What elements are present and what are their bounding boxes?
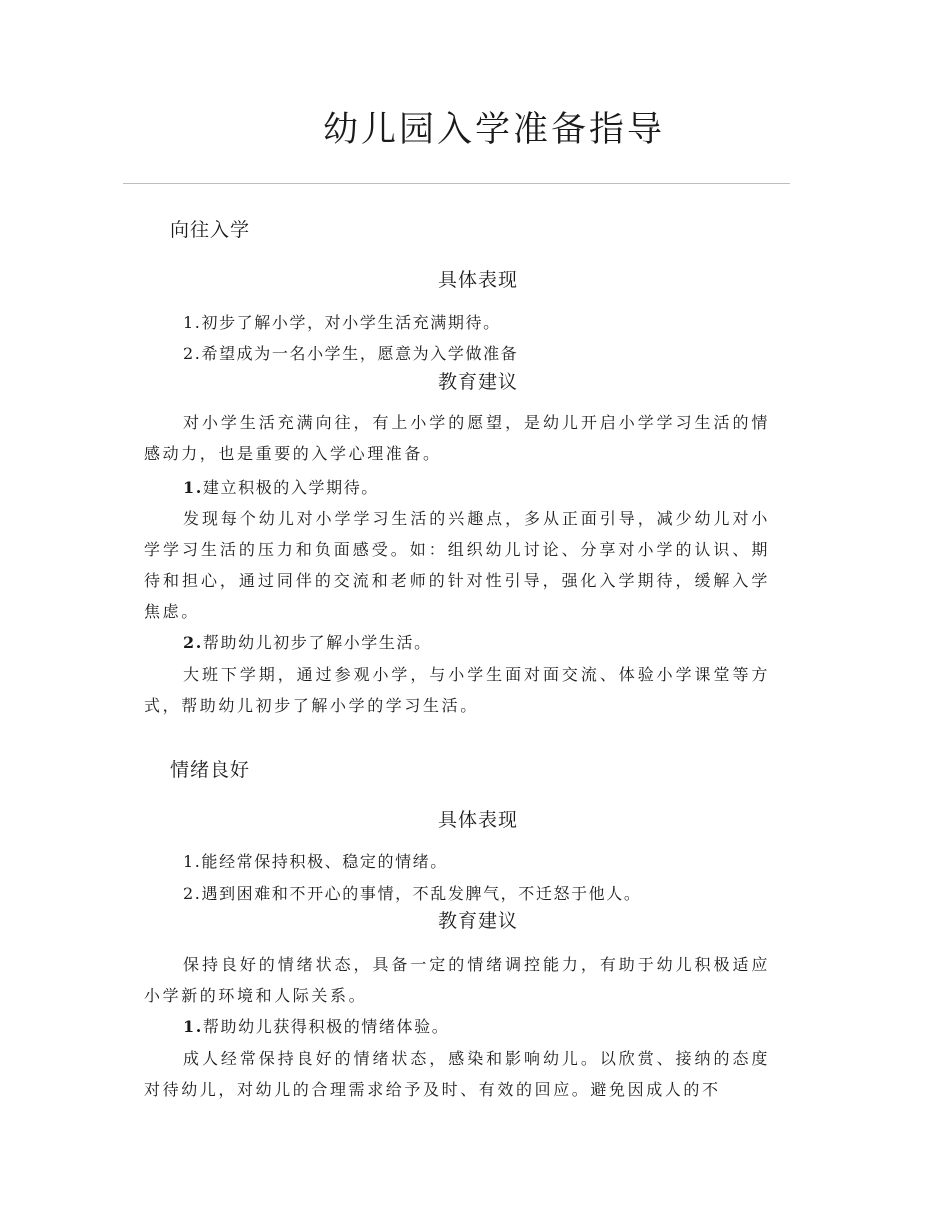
title-divider bbox=[123, 183, 790, 184]
advice-item-title bbox=[183, 1014, 449, 1040]
advice-body-paragraph: 发现每个幼儿对小学学习生活的兴趣点，多从正面引导，减少幼儿对小学学习生活的压力和负面感受。如：组织幼儿讨论、分享对小学的认识、期待和担心，通过同伴的交流和老师的针对性引导，强化入学期待，缓解入学焦虑。 bbox=[144, 509, 770, 621]
advice-heading: 教育建议 bbox=[437, 371, 518, 393]
performance-item: 2.遇到困难和不开心的事情，不乱发脾气，不迁怒于他人。 bbox=[183, 884, 642, 903]
advice-number: 2. bbox=[183, 633, 203, 652]
advice-item-title bbox=[183, 475, 379, 501]
advice-title-text: 建立积极的入学期待。 bbox=[202, 478, 379, 497]
performance-heading: 具体表现 bbox=[437, 269, 518, 291]
advice-intro-paragraph: 保持良好的情绪状态，具备一定的情绪调控能力，有助于幼儿积极适应小学新的环境和人际关系。 bbox=[144, 955, 770, 1005]
advice-heading: 教育建议 bbox=[437, 910, 518, 932]
advice-title-text: 帮助幼儿初步了解小学生活。 bbox=[202, 633, 432, 652]
performance-item: 1.初步了解小学，对小学生活充满期待。 bbox=[183, 313, 501, 332]
performance-item: 2.希望成为一名小学生，愿意为入学做准备 bbox=[183, 344, 519, 363]
advice-intro-paragraph: 对小学生活充满向往，有上小学的愿望，是幼儿开启小学学习生活的情感动力，也是重要的入学心理准备。 bbox=[144, 413, 770, 463]
advice-item-title bbox=[183, 630, 432, 656]
advice-number: 1. bbox=[183, 1017, 203, 1036]
section-heading: 情绪良好 bbox=[170, 759, 251, 781]
advice-body-paragraph: 成人经常保持良好的情绪状态，感染和影响幼儿。以欣赏、接纳的态度对待幼儿，对幼儿的合理需求给予及时、有效的回应。避免因成人的不 bbox=[144, 1049, 770, 1099]
section-heading: 向往入学 bbox=[170, 219, 251, 241]
document-title: 幼儿园入学准备指导 bbox=[322, 110, 665, 150]
advice-title-text: 帮助幼儿获得积极的情绪体验。 bbox=[202, 1017, 450, 1036]
advice-body-paragraph: 大班下学期，通过参观小学，与小学生面对面交流、体验小学课堂等方式，帮助幼儿初步了解小学的学习生活。 bbox=[144, 665, 770, 715]
advice-number: 1. bbox=[183, 478, 203, 497]
performance-item: 1.能经常保持积极、稳定的情绪。 bbox=[183, 852, 448, 871]
performance-heading: 具体表现 bbox=[437, 809, 518, 831]
